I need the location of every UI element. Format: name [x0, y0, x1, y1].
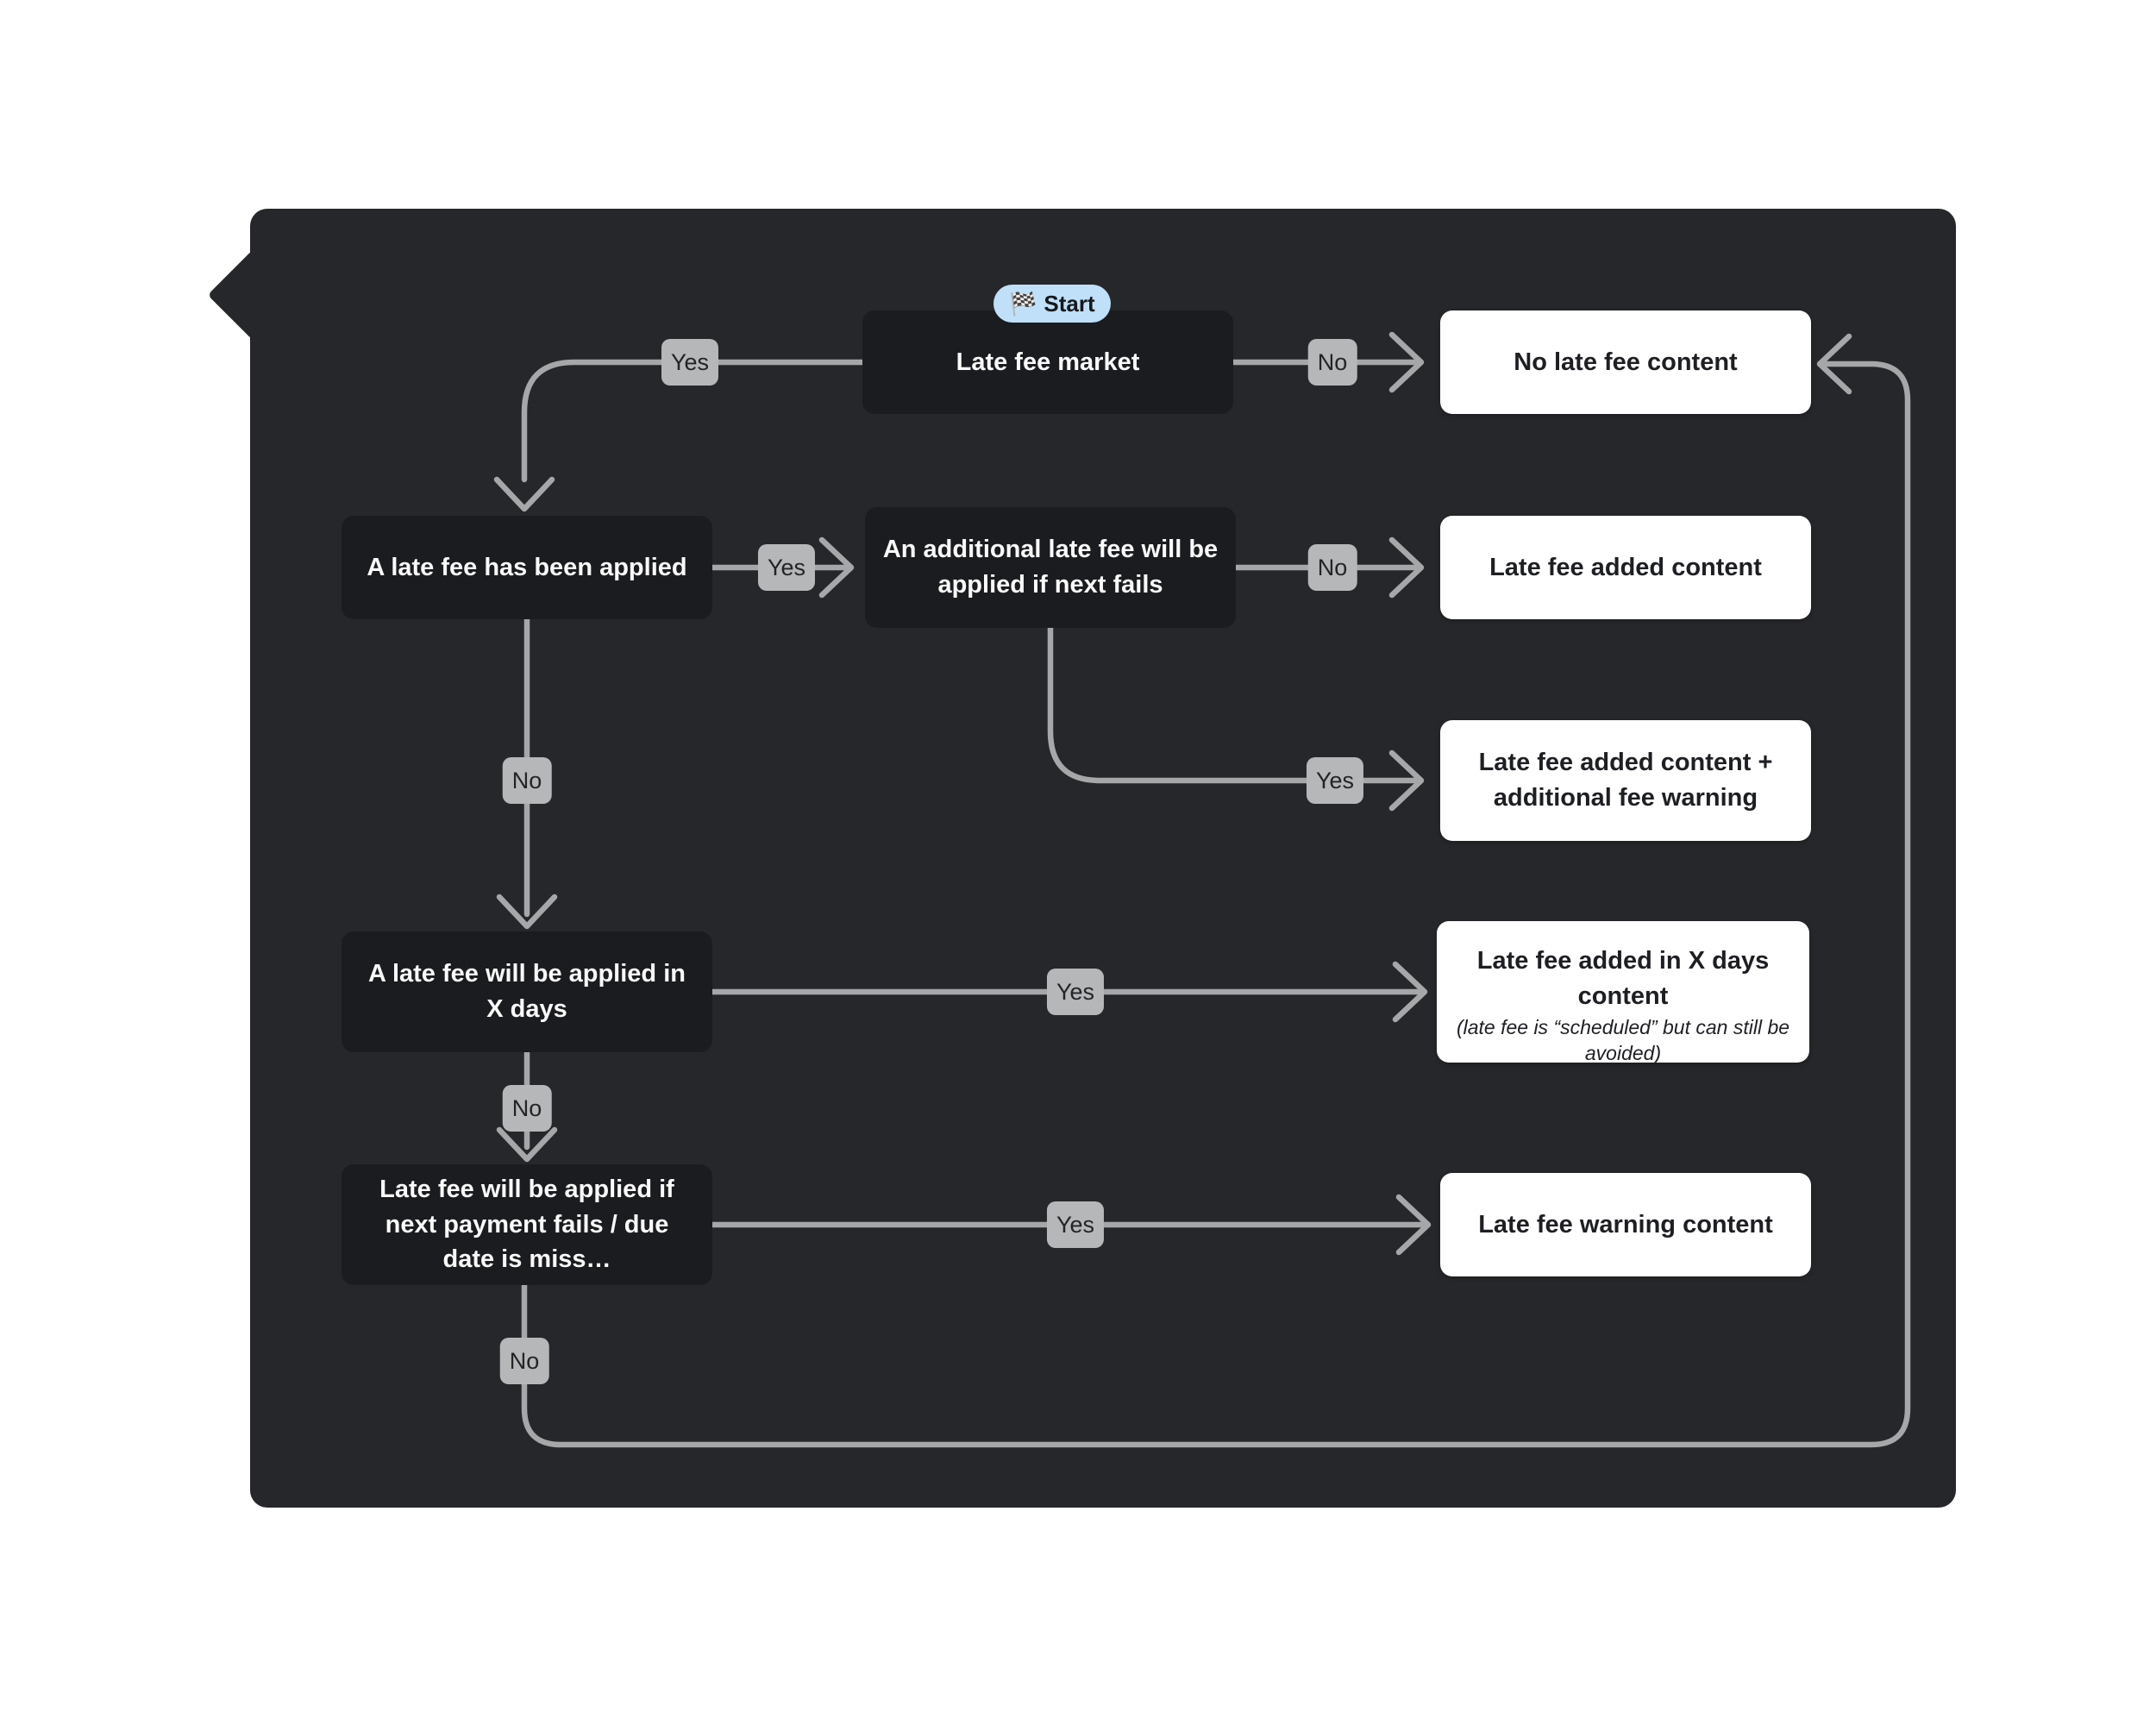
node-additional-late-fee[interactable]: [865, 507, 1236, 628]
pill-text: No: [511, 767, 542, 793]
pill-text: Yes: [1056, 1211, 1095, 1238]
node-label: An additional late fee will be applied if next fails: [882, 536, 1219, 599]
edge-label-market-yes[interactable]: [661, 339, 718, 386]
node-label: Late fee added in X days content: [1476, 947, 1770, 1010]
pill-text: Yes: [1056, 978, 1095, 1005]
edge-label-market-no[interactable]: [1308, 339, 1357, 386]
node-label: A late fee has been applied: [367, 553, 687, 581]
pill-text: No: [511, 1094, 542, 1121]
node-late-fee-added-content[interactable]: [1440, 516, 1811, 619]
start-badge[interactable]: [993, 285, 1111, 323]
checkered-flag-icon: 🏁: [1009, 290, 1037, 317]
pill-text: No: [1317, 348, 1348, 375]
pill-text: No: [509, 1347, 540, 1374]
edge-label-additional-no[interactable]: [1308, 544, 1357, 591]
node-late-fee-if-next-fails[interactable]: [342, 1164, 712, 1285]
edge-label-additional-yes[interactable]: [1307, 757, 1363, 804]
node-label: Late fee warning content: [1478, 1210, 1773, 1239]
node-late-fee-in-x-days[interactable]: [342, 931, 712, 1052]
node-late-fee-market[interactable]: [862, 310, 1233, 414]
edge-label-ifnext-no[interactable]: [500, 1338, 549, 1384]
node-late-fee-warning-content[interactable]: [1440, 1173, 1811, 1276]
edge-label-xdays-yes[interactable]: [1047, 969, 1104, 1015]
node-label: Late fee added content + additional fee warning: [1478, 749, 1773, 812]
edge-label-applied-no[interactable]: [503, 757, 552, 804]
start-badge-label: Start: [1044, 290, 1095, 317]
pill-text: Yes: [670, 348, 710, 375]
edge-label-applied-yes[interactable]: [758, 544, 815, 591]
pill-text: Yes: [1315, 767, 1355, 793]
pill-text: Yes: [767, 554, 806, 580]
node-subnote: (late fee is “scheduled” but can still be avoided): [1456, 1016, 1790, 1065]
pill-text: No: [1317, 554, 1348, 580]
edge-label-xdays-no[interactable]: [503, 1085, 552, 1132]
node-label: No late fee content: [1514, 348, 1738, 376]
node-label: A late fee will be applied in X days: [368, 960, 686, 1023]
node-no-late-fee-content[interactable]: [1440, 310, 1811, 414]
node-x-days-content[interactable]: [1437, 921, 1809, 1063]
node-added-content-plus-warning[interactable]: [1440, 720, 1811, 841]
node-late-fee-applied[interactable]: [342, 516, 712, 619]
node-label: Late fee will be applied if next payment fails / due date is miss…: [379, 1176, 674, 1274]
edge-label-ifnext-yes[interactable]: [1047, 1201, 1104, 1248]
node-label: Late fee market: [956, 348, 1140, 376]
node-label: Late fee added content: [1489, 553, 1762, 581]
